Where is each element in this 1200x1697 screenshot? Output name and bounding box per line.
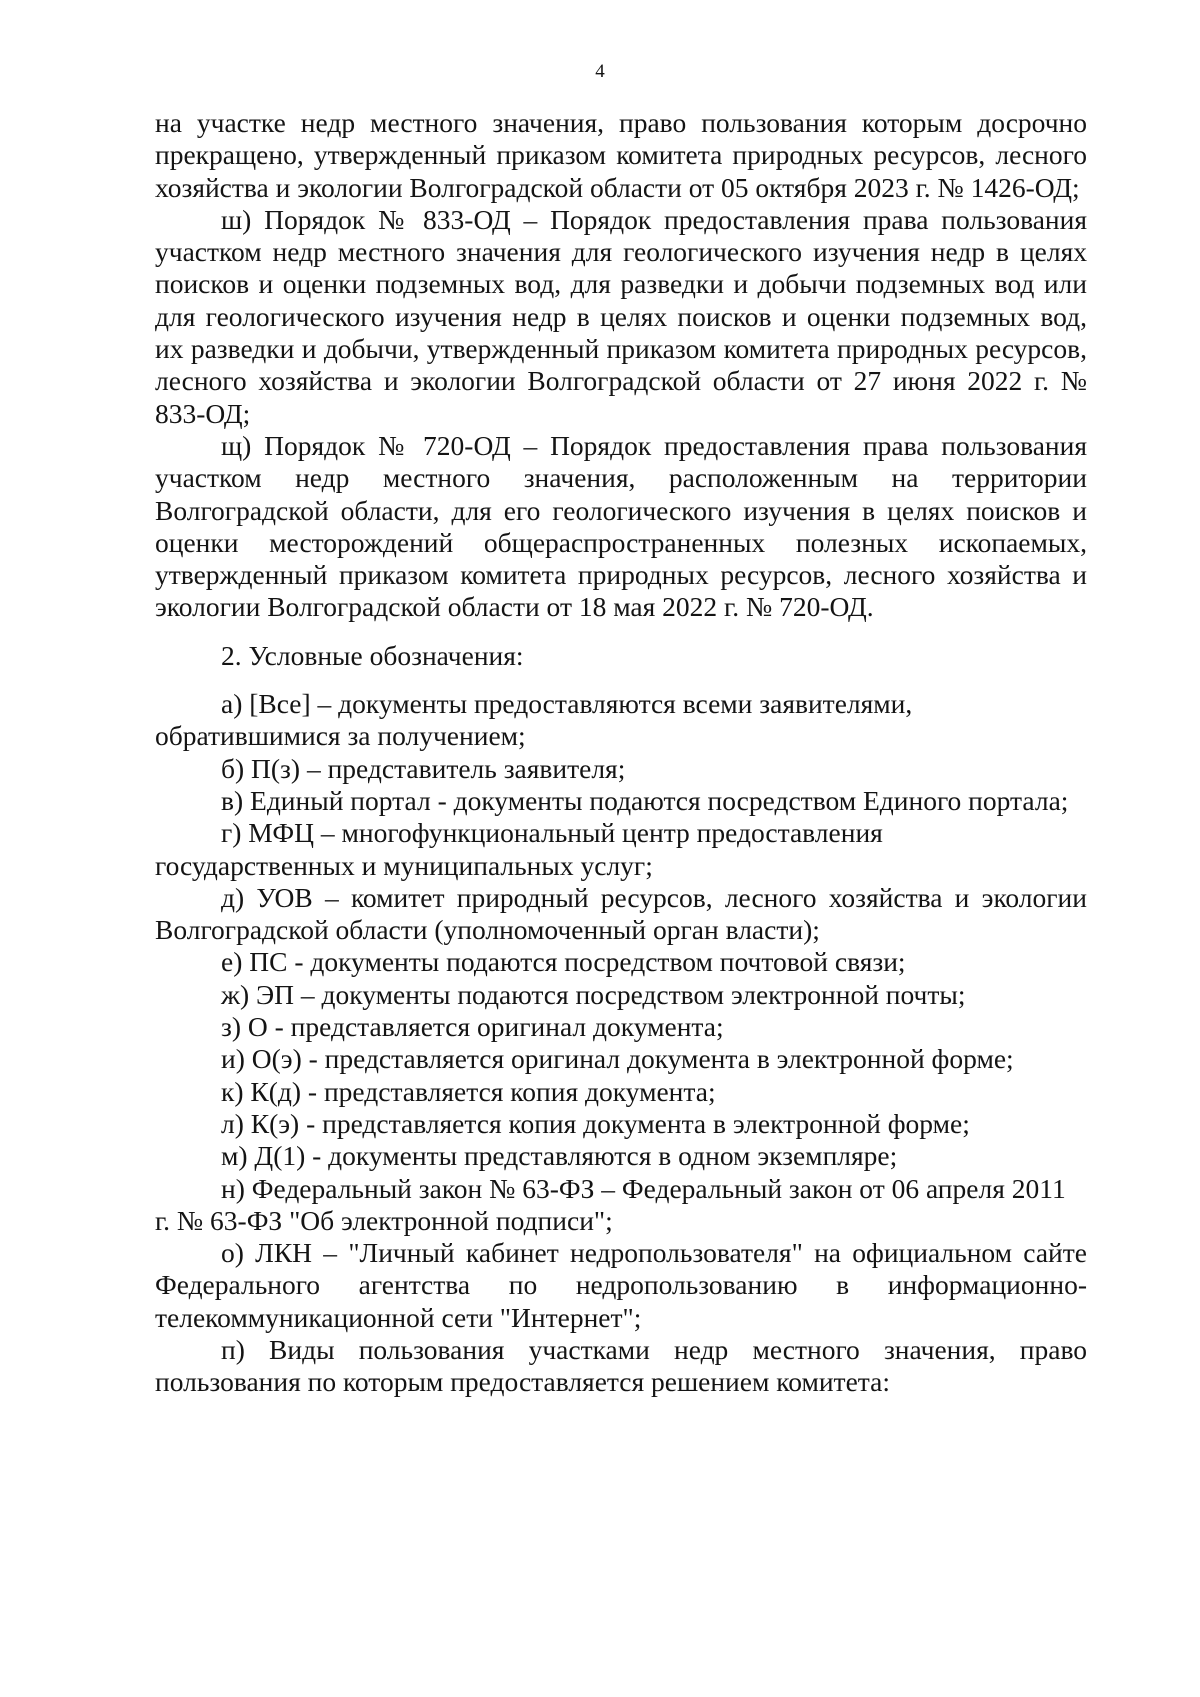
legend-item-a: а) [Все] – документы предоставляются всеми заявителями, обратившимися за получением; — [155, 688, 913, 752]
page-number: 4 — [595, 61, 605, 82]
legend-item-zh: ж) ЭП – документы подаются посредством электронной почты; — [221, 978, 966, 1010]
legend-item-i: и) О(э) - представляется оригинал документа в электронной форме; — [221, 1043, 1014, 1075]
paragraph-order-833: ш) Порядок № 833-ОД – Порядок предоставления права пользования участком недр местного значения для геологического изучения недр в целях поисков и оценки подземных вод, для разведки и добычи подземных вод или для геологического изучения недр в целях поисков и оценки подземных вод, их разведки и добычи, утвержденный приказом комитета природных ресурсов, лесного хозяйства и экологии Волгоградской области от 27 июня 2022 г. № 833-ОД; — [155, 203, 1087, 429]
legend-item-v: в) Единый портал - документы подаются посредством Единого портала; — [221, 784, 1069, 816]
legend-item-l: л) К(э) - представляется копия документа в электронной форме; — [221, 1107, 970, 1139]
paragraph-order-720: щ) Порядок № 720-ОД – Порядок предоставления права пользования участком недр местного значения, расположенным на территории Волгоградской области, для его геологического изучения в целях поисков и оценки месторождений общераспространенных полезных ископаемых, утвержденный приказом комитета природных ресурсов, лесного хозяйства и экологии Волгоградской области от 18 мая 2022 г. № 720-ОД. — [155, 429, 1087, 623]
legend-item-d: д) УОВ – комитет природный ресурсов, лесного хозяйства и экологии Волгоградской области (уполномоченный орган власти); — [155, 881, 1087, 946]
legend-item-o: о) ЛКН – "Личный кабинет недропользователя" на официальном сайте Федерального агентства по недропользованию в информационно-телекоммуникационной сети "Интернет"; — [155, 1237, 1087, 1333]
legend-item-p: п) Виды пользования участками недр местного значения, право пользования по которым предоставляется решением комитета: — [155, 1333, 1087, 1398]
legend-item-z: з) О - представляется оригинал документа; — [221, 1011, 724, 1043]
legend-item-n: н) Федеральный закон № 63-ФЗ – Федеральный закон от 06 апреля 2011 г. № 63-ФЗ "Об электронной подписи"; — [155, 1172, 1066, 1236]
section-heading-legend: 2. Условные обозначения: — [221, 639, 524, 671]
document-body — [155, 107, 1087, 1399]
legend-item-g: г) МФЦ – многофункциональный центр предоставления государственных и муниципальных услуг; — [155, 817, 883, 881]
paragraph-continuation: на участке недр местного значения, право пользования которым досрочно прекращено, утвержденный приказом комитета природных ресурсов, лесного хозяйства и экологии Волгоградской области от 05 октября 2023 г. № 1426-ОД; — [155, 107, 1087, 203]
legend-item-b: б) П(з) – представитель заявителя; — [221, 752, 626, 784]
legend-item-e: е) ПС - документы подаются посредством почтовой связи; — [221, 946, 906, 978]
legend-item-m: м) Д(1) - документы представляются в одном экземпляре; — [221, 1140, 898, 1172]
legend-item-k: к) К(д) - представляется копия документа; — [221, 1075, 716, 1107]
